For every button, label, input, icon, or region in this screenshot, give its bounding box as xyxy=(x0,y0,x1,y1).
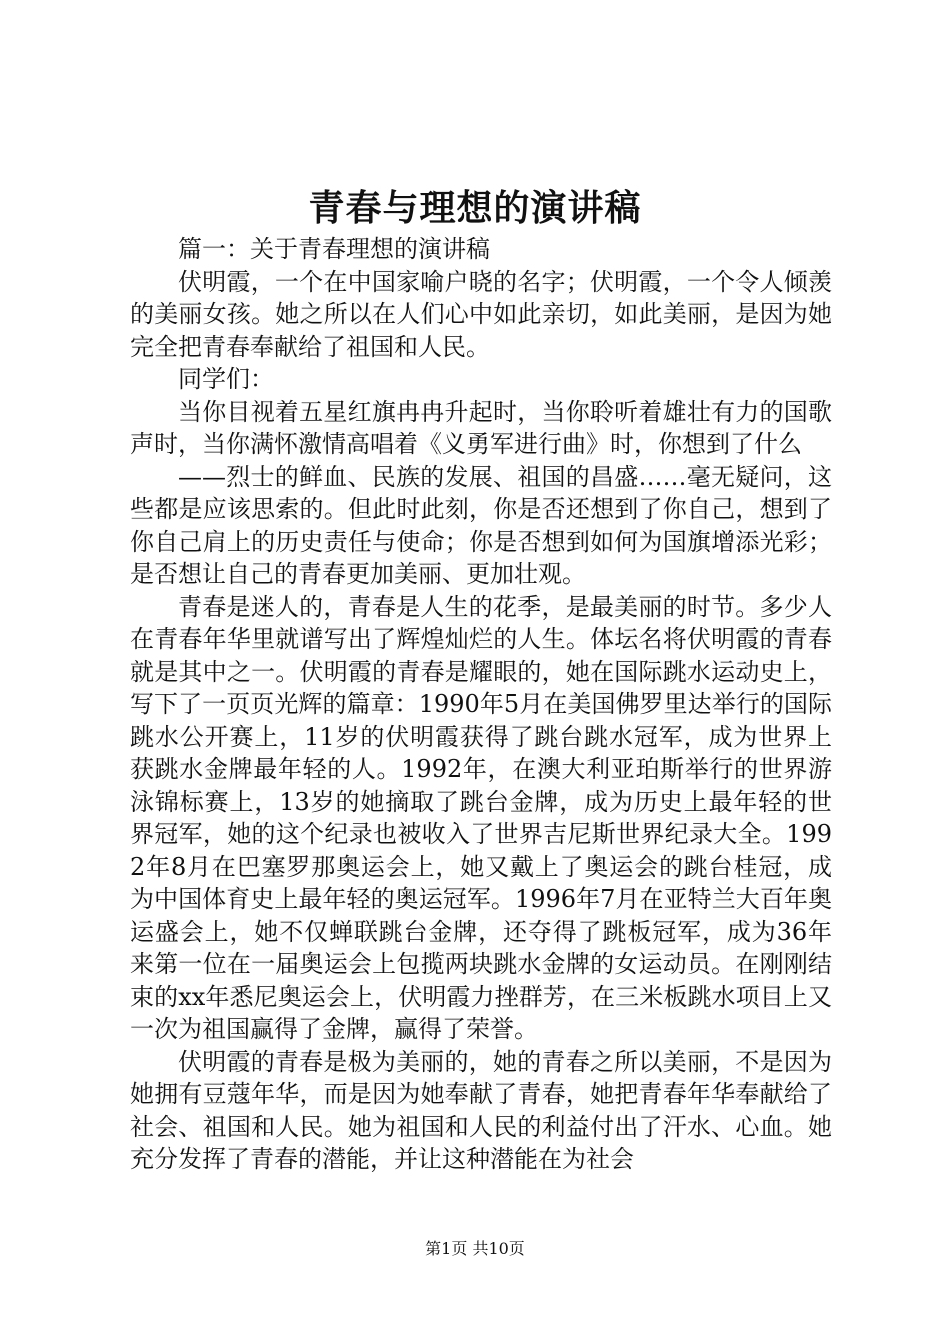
paragraph-question: 当你目视着五星红旗冉冉升起时，当你聆听着雄壮有力的国歌声时，当你满怀激情高唱着《义勇军进行曲》时，你想到了什么 xyxy=(130,397,832,458)
paragraph-achievements: 青春是迷人的，青春是人生的花季，是最美丽的时节。多少人在青春年华里就谱写出了辉煌灿烂的人生。体坛名将伏明霞的青春就是其中之一。伏明霞的青春是耀眼的，她在国际跳水运动史上，写下了一页页光辉的篇章：1990年5月在美国佛罗里达举行的国际跳水公开赛上，11岁的伏明霞获得了跳台跳水冠军，成为世界上获跳水金牌最年轻的人。1992年，在澳大利亚珀斯举行的世界游泳锦标赛上，13岁的她摘取了跳台金牌，成为历史上最年轻的世界冠军，她的这个纪录也被收入了世界吉尼斯世界纪录大全。1992年8月在巴塞罗那奥运会上，她又戴上了奥运会的跳台桂冠，成为中国体育史上最年轻的奥运冠军。1996年7月在亚特兰大百年奥运盛会上，她不仅蝉联跳台金牌，还夺得了跳板冠军，成为36年来第一位在一届奥运会上包揽两块跳水金牌的女运动员。在刚刚结束的xx年悉尼奥运会上，伏明霞力挫群芳，在三米板跳水项目上又一次为祖国赢得了金牌，赢得了荣誉。 xyxy=(130,592,832,1043)
paragraph-intro: 伏明霞，一个在中国家喻户晓的名字；伏明霞，一个令人倾羡的美丽女孩。她之所以在人们心中如此亲切，如此美丽，是因为她完全把青春奉献给了祖国和人民。 xyxy=(130,267,832,361)
paragraph-heading: 篇一：关于青春理想的演讲稿 xyxy=(178,235,490,263)
paragraph-salutation: 同学们： xyxy=(178,365,274,393)
document-body xyxy=(130,233,832,1176)
page-number-footer: 第1页 共10页 xyxy=(425,1239,525,1258)
document-title: 青春与理想的演讲稿 xyxy=(308,187,642,229)
paragraph-reflection: ——烈士的鲜血、民族的发展、祖国的昌盛……毫无疑问，这些都是应该思索的。但此时此刻，你是否还想到了你自己，想到了你自己肩上的历史责任与使命；你是否想到如何为国旗增添光彩；是否想让自己的青春更加美丽、更加壮观。 xyxy=(130,462,832,588)
paragraph-dedication: 伏明霞的青春是极为美丽的，她的青春之所以美丽，不是因为她拥有豆蔻年华，而是因为她奉献了青春，她把青春年华奉献给了社会、祖国和人民。她为祖国和人民的利益付出了汗水、心血。她充分发挥了青春的潜能，并让这种潜能在为社会 xyxy=(130,1047,832,1173)
